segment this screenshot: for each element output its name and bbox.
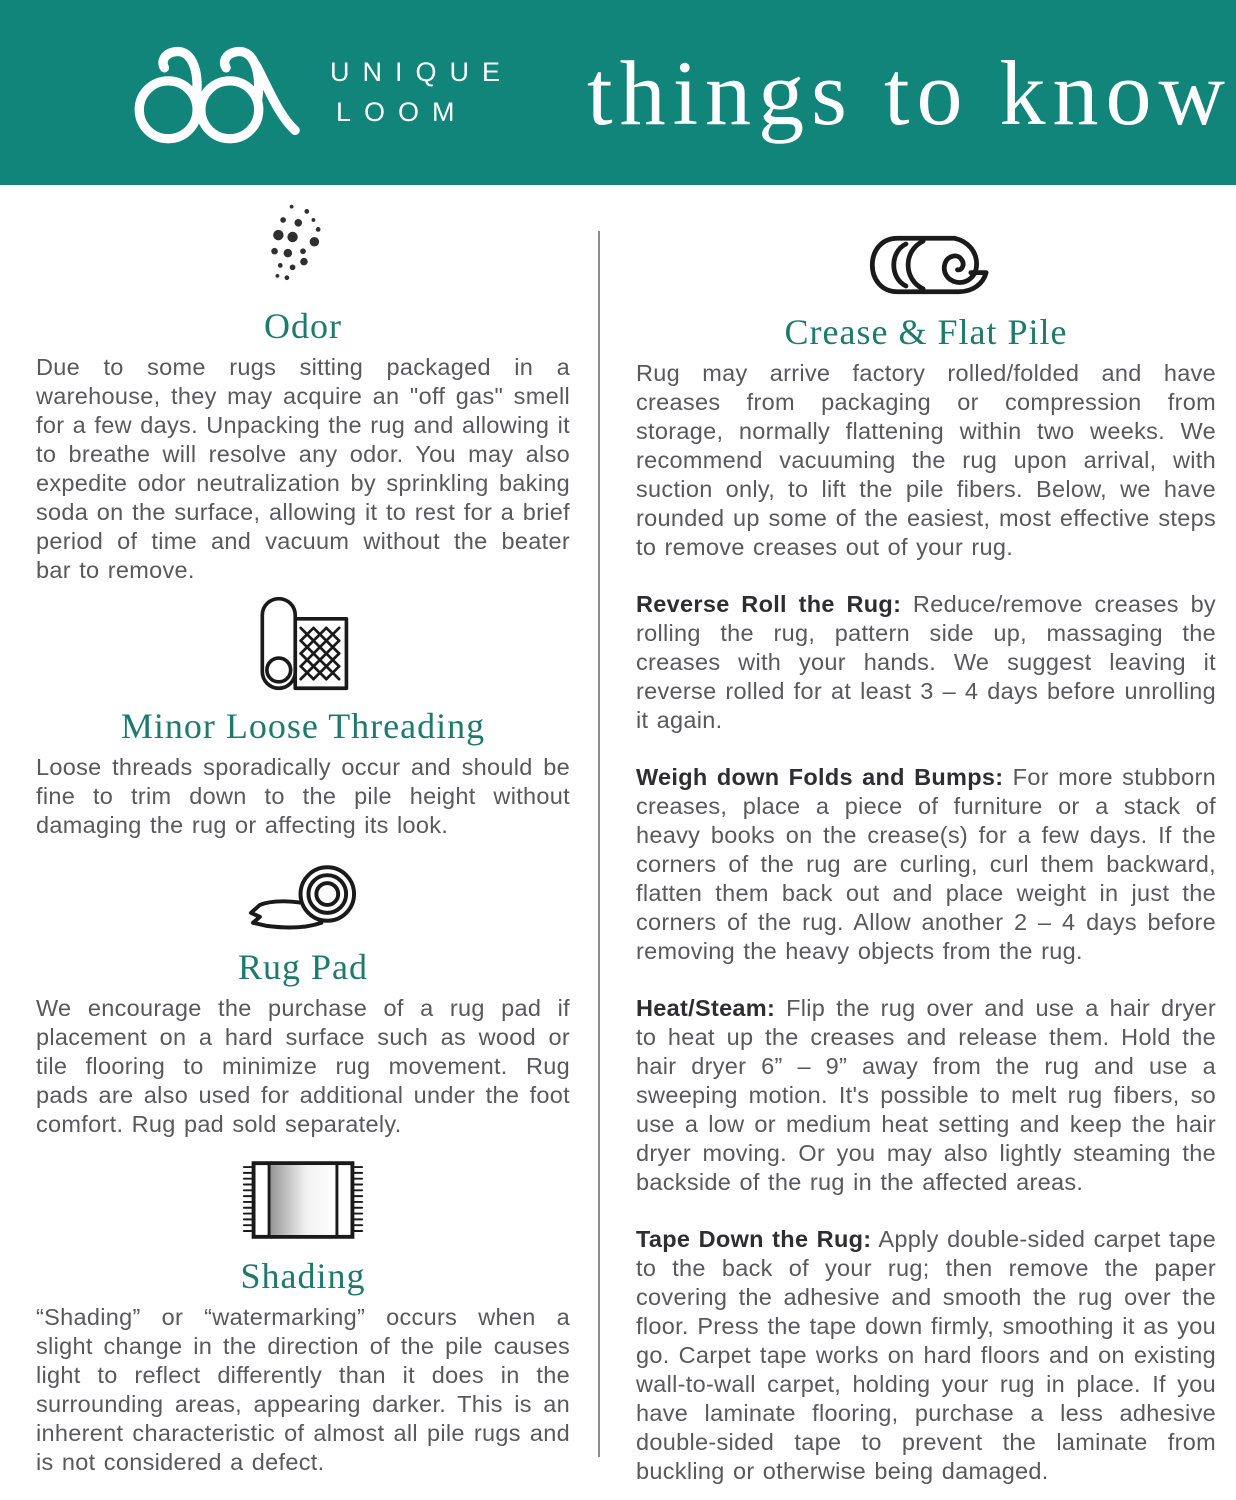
threading-heading: Minor Loose Threading: [120, 706, 486, 746]
tip-tape-down: [636, 1225, 1216, 1486]
tip-weigh-down: [636, 763, 1216, 966]
rolled-rug-crosshatch-icon: [253, 595, 353, 691]
crease-heading: Crease & Flat Pile: [784, 312, 1068, 352]
crease-section-icon-wrap: [636, 233, 1216, 297]
tip-tape-down-body: Apply double-sided carpet tape to the back of your rug; then remove the paper covering the adhesive and smooth the rug over the floor. Press the tape down firmly, smoothing it as you go. Carpet tape works on hard floors and on existing wall-to-wall carpet, holding your rug in place. If you have laminate flooring, purchase a less adhesive double-sided tape to prevent the laminate from buckling or otherwise being damaged.: [636, 1226, 1216, 1484]
shading-section-icon-wrap: [36, 1159, 570, 1241]
odor-paragraph: Due to some rugs sitting packaged in a warehouse, they may acquire an "off gas" smell for a few days. Unpacking the rug and allowing it to breathe will resolve any odor. You may also expedite odor neutralization by sprinkling baking soda on the surface, allowing it to rest for a brief period of time and vacuum without the beater bar to remove.: [36, 354, 570, 583]
rolled-rug-spiral-icon: [863, 233, 989, 297]
shading-paragraph: “Shading” or “watermarking” occurs when a slight change in the direction of the pile causes light to reflect differently than it does in the surrounding areas, appearing darker. This is an inherent characteristic of almost all pile rugs and is not considered a defect.: [36, 1304, 570, 1475]
tip-reverse-roll-body: Reduce/remove creases by rolling the rug, pattern side up, massaging the creases with your hands. We suggest leaving it reverse rolled for at least 3 – 4 days before unrolling it again.: [636, 591, 1216, 733]
tip-tape-down-lead: Tape Down the Rug:: [636, 1226, 872, 1252]
rugpad-paragraph: We encourage the purchase of a rug pad if placement on a hard surface such as wood or tile flooring to minimize rug movement. Rug pads are also used for additional under the foot comfort. Rug pad sold separately.: [36, 995, 570, 1137]
brand-line-1: UNIQUE: [330, 57, 514, 88]
header-banner: [0, 0, 1236, 185]
rug-pad-roll-icon: [246, 860, 360, 932]
page-title: things to know: [587, 41, 1232, 144]
odor-section-icon-wrap: [36, 201, 570, 291]
tip-heat-steam-body: Flip the rug over and use a hair dryer to heat up the creases and release them. Hold the hair dryer 6” – 9” away from the rug and use a sweeping motion. It's possible to melt rug fibers, so use a low or medium heat setting and keep the hair dryer moving. Or you may also lightly steaming the backside of the rug in the affected areas.: [636, 995, 1216, 1195]
right-column: [636, 185, 1216, 1486]
threading-paragraph: Loose threads sporadically occur and should be fine to trim down to the pile height without damaging the rug or affecting its look.: [36, 754, 570, 838]
shaded-rug-fringe-icon: [240, 1159, 366, 1241]
odor-speckles-icon: [258, 201, 348, 291]
shading-heading: Shading: [240, 1256, 366, 1296]
unique-loom-double-loop-logo: [118, 37, 308, 149]
brand-logo-block: [118, 37, 513, 149]
tip-heat-steam: [636, 994, 1216, 1197]
tip-weigh-down-lead: Weigh down Folds and Bumps:: [636, 764, 1004, 790]
tip-reverse-roll: [636, 590, 1216, 735]
threading-section-icon-wrap: [36, 595, 570, 691]
rugpad-section-icon-wrap: [36, 860, 570, 932]
rugpad-heading: Rug Pad: [237, 947, 368, 987]
left-column: [36, 185, 570, 1486]
crease-intro-paragraph: Rug may arrive factory rolled/folded and have creases from packaging or compression from storage, normally flattening within two weeks. We recommend vacuuming the rug upon arrival, with suction only, to lift the pile fibers. Below, we have rounded up some of the easiest, most effective steps to remove creases out of your rug.: [636, 360, 1216, 560]
column-divider: [598, 231, 600, 1457]
odor-heading: Odor: [264, 306, 342, 346]
brand-line-2: LOOM: [336, 96, 468, 127]
tip-heat-steam-lead: Heat/Steam:: [636, 995, 776, 1021]
tip-reverse-roll-lead: Reverse Roll the Rug:: [636, 591, 902, 617]
tip-weigh-down-body: For more stubborn creases, place a piece of furniture or a stack of heavy books on the crease(s) for a few days. If the corners of the rug are curling, curl them backward, flatten them back out and place weight in just the corners of the rug. Allow another 2 – 4 days before removing the heavy objects from the rug.: [636, 764, 1217, 964]
content-area: [0, 185, 1236, 1486]
brand-wordmark: [330, 53, 513, 131]
